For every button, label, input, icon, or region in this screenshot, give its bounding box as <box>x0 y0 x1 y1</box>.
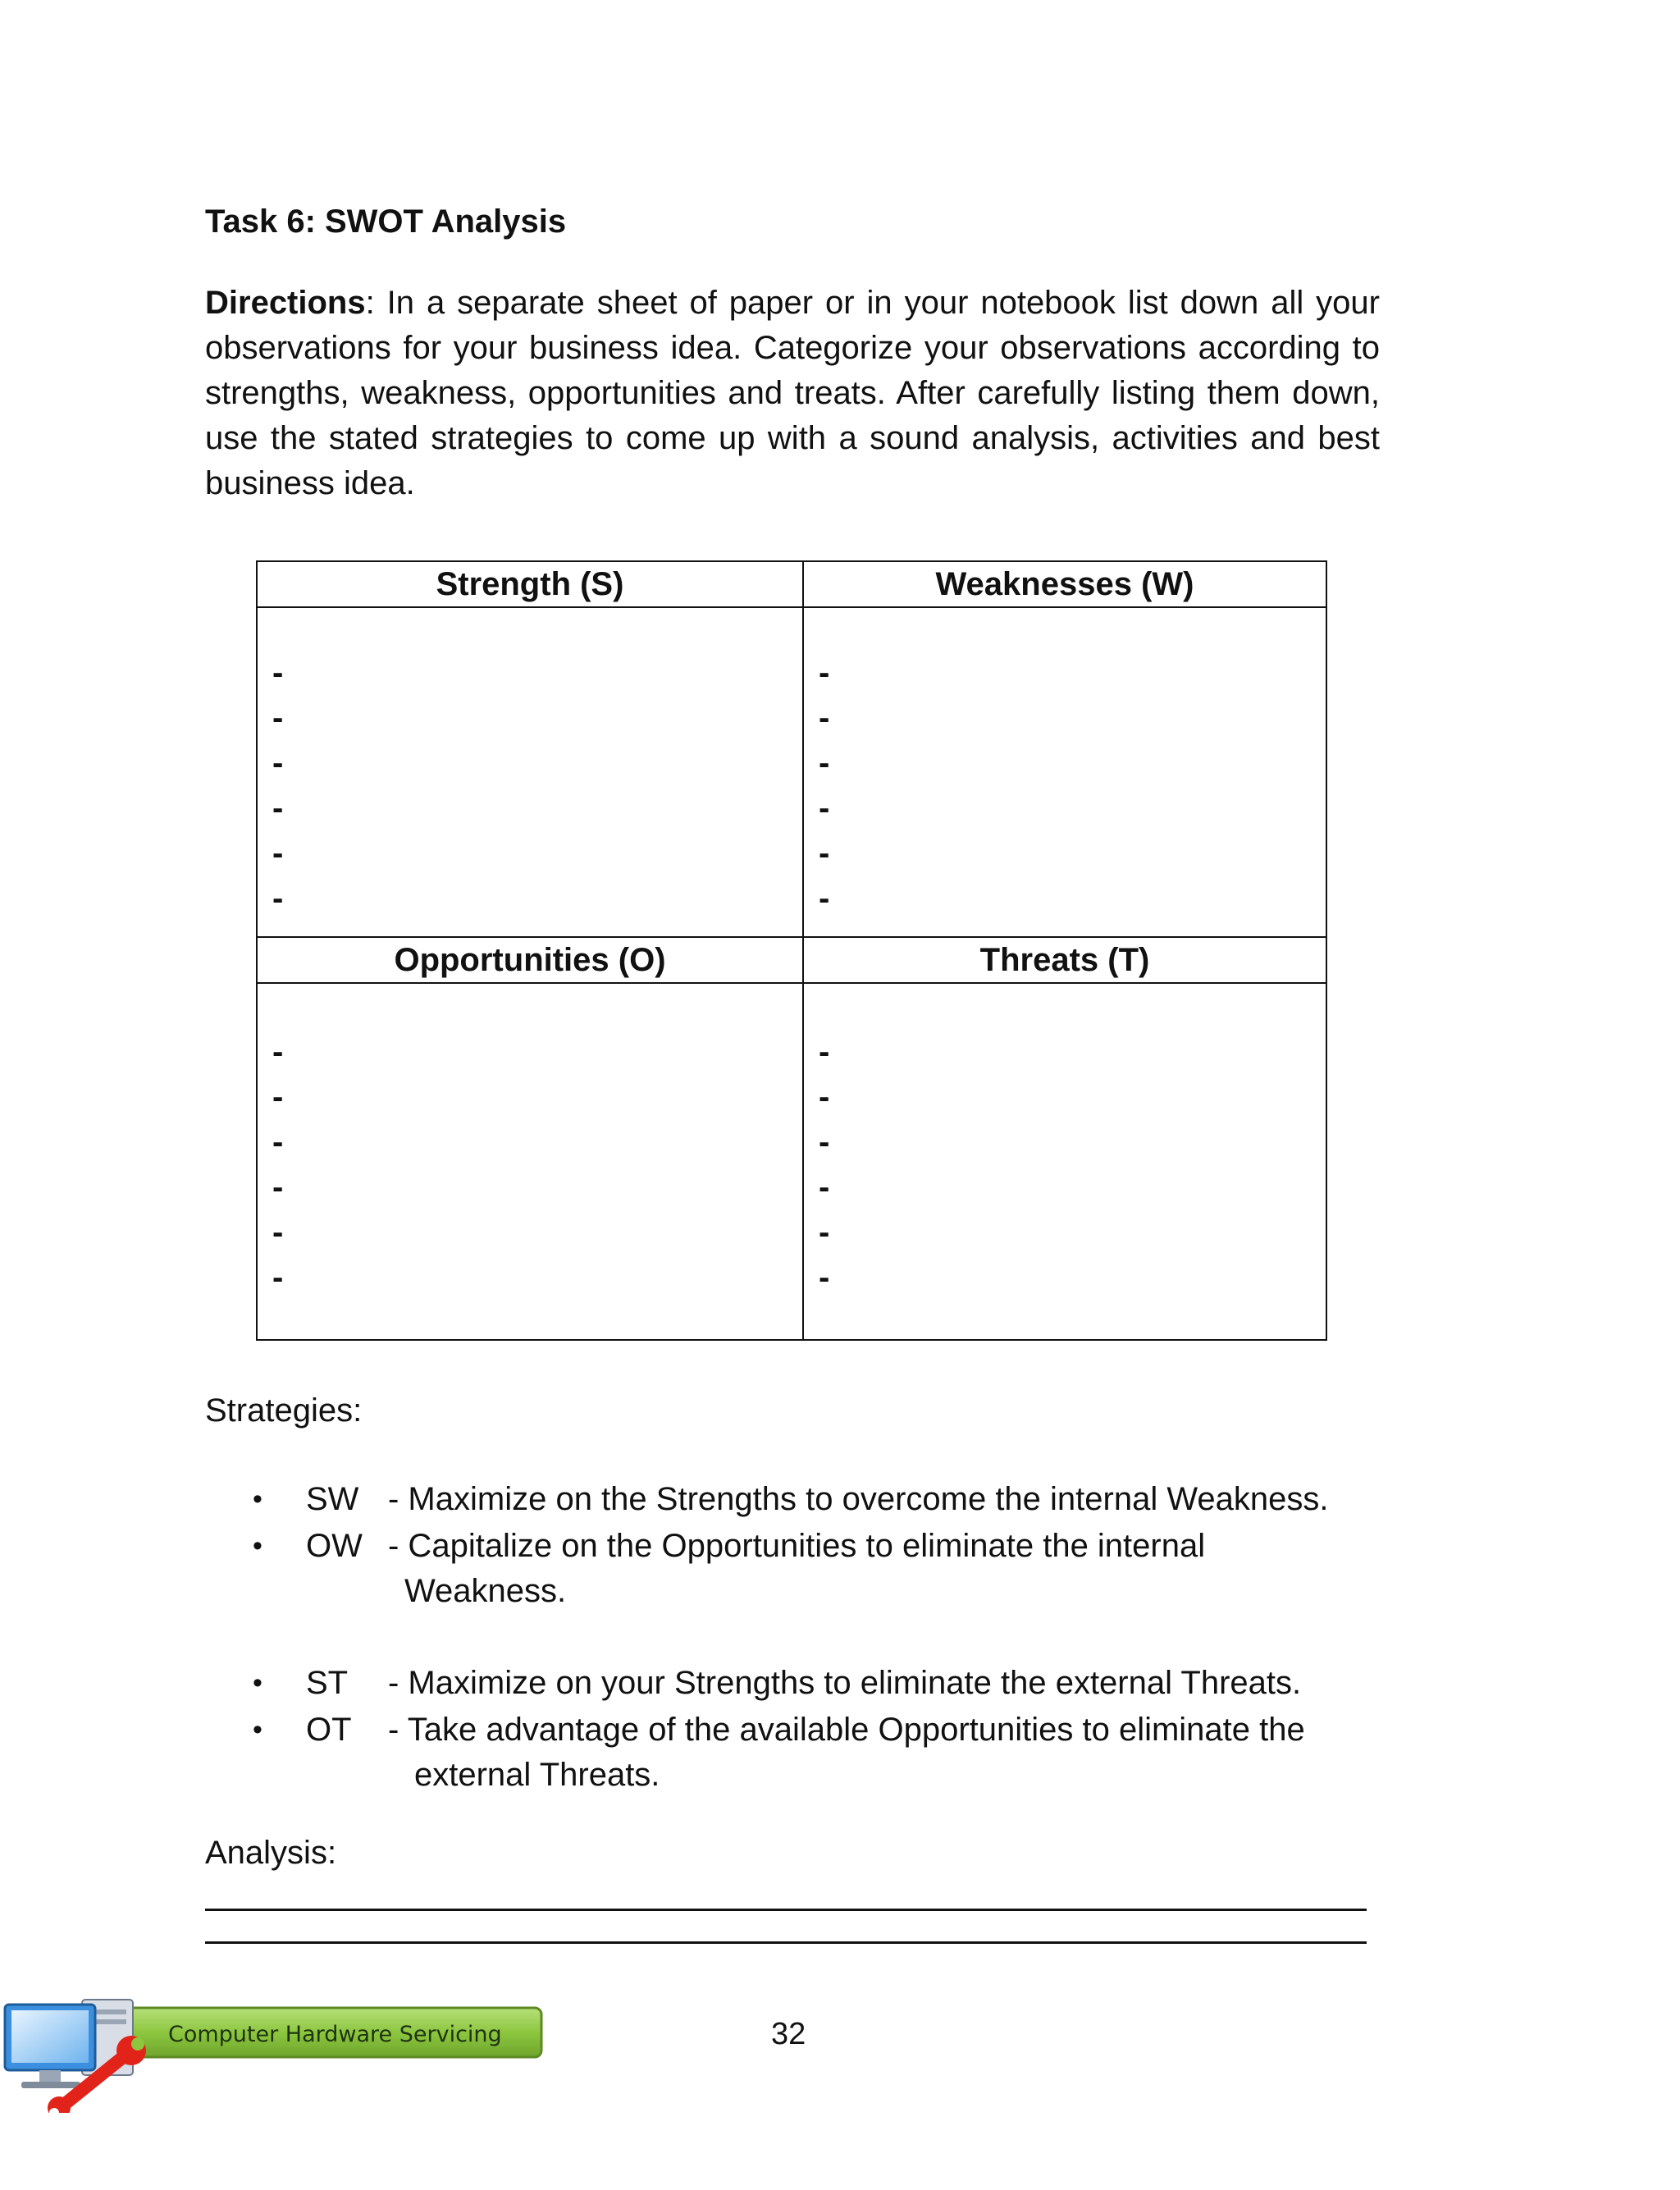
strategy-code: SW <box>306 1481 359 1517</box>
strength-cell <box>257 607 803 937</box>
strategy-description-line1: - Take advantage of the available Opportunities to eliminate the <box>388 1712 1305 1748</box>
weaknesses-cell <box>803 607 1326 937</box>
dash-item: - <box>272 1079 284 1115</box>
analysis-heading: Analysis: <box>205 1835 337 1871</box>
threats-cell <box>803 983 1326 1340</box>
dash-item: - <box>819 700 830 736</box>
header-strength: Strength (S) <box>257 561 803 607</box>
dash-item: - <box>819 835 830 871</box>
dash-item: - <box>819 1079 830 1115</box>
strategies-heading: Strategies: <box>205 1392 363 1429</box>
bullet-icon: • <box>253 1667 262 1699</box>
strategy-description: - Maximize on the Strengths to overcome the internal Weakness. <box>388 1481 1329 1517</box>
bullet-icon: • <box>253 1530 262 1561</box>
directions-text: : In a separate sheet of paper or in your notebook list down all your observations for your business idea. Categorize your observations according to strengths, weakness, opportunities and treats. After carefully listing them down, use the stated strategies to come up with a sound analysis, activities and best business idea. <box>205 285 1380 501</box>
opportunities-cell <box>257 983 803 1340</box>
threats-dash-list <box>804 984 1326 1301</box>
swot-table <box>256 560 1327 1341</box>
weaknesses-dash-list <box>804 608 1326 921</box>
dash-item: - <box>819 1169 830 1205</box>
task-title: Task 6: SWOT Analysis <box>205 203 567 240</box>
directions-label: Directions <box>205 285 366 321</box>
computer-hardware-servicing-logo <box>0 1990 558 2113</box>
dash-item: - <box>272 835 284 871</box>
dash-item: - <box>819 1124 830 1160</box>
dash-item: - <box>272 790 284 826</box>
computer-icon <box>5 2000 133 2088</box>
analysis-answer-line <box>205 1941 1367 1944</box>
page-number: 32 <box>771 2017 806 2051</box>
dash-item: - <box>272 1169 284 1205</box>
strategy-item-ot <box>253 1708 1305 1798</box>
strategy-code: OT <box>306 1712 352 1748</box>
strategy-description: - Maximize on your Strengths to eliminate the external Threats. <box>388 1665 1302 1701</box>
strategy-description <box>388 1708 1305 1798</box>
header-threats: Threats (T) <box>803 937 1326 983</box>
bullet-icon: • <box>253 1714 262 1745</box>
dash-item: - <box>272 700 284 736</box>
strength-dash-list <box>258 608 802 921</box>
dash-item: - <box>272 1214 284 1250</box>
strategy-item-sw <box>253 1477 1328 1522</box>
strategy-code: OW <box>306 1528 363 1564</box>
dash-item: - <box>819 880 830 917</box>
strategy-item-ow <box>253 1524 1205 1614</box>
strategy-description <box>388 1524 1205 1614</box>
header-weaknesses: Weaknesses (W) <box>803 561 1326 607</box>
analysis-answer-line <box>205 1909 1367 1911</box>
strategy-code: ST <box>306 1665 349 1701</box>
dash-item: - <box>819 1214 830 1250</box>
strategy-item-st <box>253 1661 1301 1706</box>
dash-item: - <box>819 745 830 781</box>
dash-item: - <box>819 1260 830 1296</box>
strategy-description-line2: Weakness. <box>404 1573 567 1609</box>
dash-item: - <box>272 1124 284 1160</box>
dash-item: - <box>819 655 830 691</box>
dash-item: - <box>819 790 830 826</box>
dash-item: - <box>272 880 284 917</box>
strategy-description-line1: - Capitalize on the Opportunities to eliminate the internal <box>388 1528 1206 1564</box>
dash-item: - <box>272 1034 284 1070</box>
logo-banner <box>98 2008 541 2057</box>
header-opportunities: Opportunities (O) <box>257 937 803 983</box>
opportunities-dash-list <box>258 984 802 1301</box>
bullet-icon: • <box>253 1484 262 1515</box>
strategy-description-line2: external Threats. <box>414 1757 660 1793</box>
dash-item: - <box>272 745 284 781</box>
dash-item: - <box>819 1034 830 1070</box>
logo-text: Computer Hardware Servicing <box>168 2022 502 2047</box>
directions-paragraph <box>205 281 1380 506</box>
dash-item: - <box>272 655 284 691</box>
dash-item: - <box>272 1260 284 1296</box>
